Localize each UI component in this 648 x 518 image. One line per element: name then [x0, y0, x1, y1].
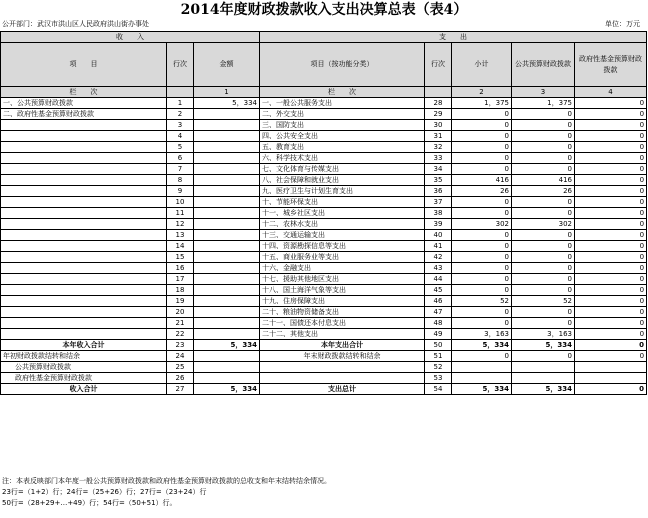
- gov-fund-cell: 0: [575, 153, 647, 164]
- gov-fund-cell: 0: [575, 219, 647, 230]
- table-row: [1, 131, 647, 142]
- income-row-no-cell: 11: [167, 208, 194, 219]
- subtotal-cell: 1，375: [452, 98, 512, 109]
- income-amount-cell: [194, 241, 260, 252]
- expense-item-cell: 十八、国土海洋气象等支出: [260, 285, 425, 296]
- income-amount-cell: [194, 296, 260, 307]
- subtotal-cell: 0: [452, 153, 512, 164]
- expense-row-no-cell: 50: [425, 340, 452, 351]
- income-item-cell: [1, 296, 167, 307]
- income-amount-cell: [194, 263, 260, 274]
- income-amount-cell: 5，334: [194, 98, 260, 109]
- subtotal-cell: 0: [452, 142, 512, 153]
- table-row: [1, 329, 647, 340]
- subtotal-cell: 0: [452, 241, 512, 252]
- general-budget-cell: 0: [512, 307, 575, 318]
- expense-row-no-cell: 48: [425, 318, 452, 329]
- income-amount-cell: [194, 142, 260, 153]
- gov-fund-cell: 0: [575, 384, 647, 395]
- gov-fund-cell: 0: [575, 197, 647, 208]
- gov-fund-cell: 0: [575, 274, 647, 285]
- expense-row-no-cell: 44: [425, 274, 452, 285]
- income-item-cell: [1, 153, 167, 164]
- expense-row-no-cell: 46: [425, 296, 452, 307]
- expense-item-cell: 二十一、国债还本付息支出: [260, 318, 425, 329]
- expense-item-cell: 二十二、其他支出: [260, 329, 425, 340]
- table-row: [1, 120, 647, 131]
- expense-section-header: 支 出: [260, 32, 647, 43]
- general-budget-cell: 0: [512, 142, 575, 153]
- column-header-row: [1, 43, 647, 87]
- general-budget-cell: [512, 373, 575, 384]
- expense-item-cell: 十二、农林水支出: [260, 219, 425, 230]
- income-row-no-cell: 3: [167, 120, 194, 131]
- table-row: [1, 219, 647, 230]
- expense-row-no-cell: 40: [425, 230, 452, 241]
- income-row-no-cell: 8: [167, 175, 194, 186]
- expense-row-no-cell: 47: [425, 307, 452, 318]
- gov-fund-cell: 0: [575, 285, 647, 296]
- subtotal-cell: 0: [452, 274, 512, 285]
- income-item-cell: 年初财政拨款结转和结余: [1, 351, 167, 362]
- subtotal-cell: 416: [452, 175, 512, 186]
- gov-fund-cell: 0: [575, 241, 647, 252]
- expense-item-cell: 六、科学技术支出: [260, 153, 425, 164]
- expense-item-cell: 二十、粮油物资储备支出: [260, 307, 425, 318]
- general-budget-cell: 52: [512, 296, 575, 307]
- general-budget-cell: 1，375: [512, 98, 575, 109]
- subtotal-cell: 0: [452, 131, 512, 142]
- subtotal-cell: 0: [452, 109, 512, 120]
- income-amount-cell: [194, 285, 260, 296]
- table-row: [1, 318, 647, 329]
- general-budget-cell: 0: [512, 230, 575, 241]
- general-budget-cell: 0: [512, 351, 575, 362]
- gov-fund-cell: 0: [575, 109, 647, 120]
- table-row: [1, 241, 647, 252]
- general-budget-cell: 3，163: [512, 329, 575, 340]
- subtotal-cell: 0: [452, 263, 512, 274]
- income-item-header: 项 目: [1, 43, 167, 87]
- expense-row-no-cell: 36: [425, 186, 452, 197]
- income-item-cell: 一、公共预算财政拨款: [1, 98, 167, 109]
- income-row-no-cell: 20: [167, 307, 194, 318]
- income-item-cell: [1, 307, 167, 318]
- general-budget-cell: 0: [512, 208, 575, 219]
- expense-item-cell: 四、公共安全支出: [260, 131, 425, 142]
- expense-row-no-cell: 29: [425, 109, 452, 120]
- subtotal-cell: 0: [452, 252, 512, 263]
- expense-row-no-cell: 38: [425, 208, 452, 219]
- general-budget-cell: 0: [512, 263, 575, 274]
- gov-fund-cell: 0: [575, 318, 647, 329]
- income-item-cell: [1, 120, 167, 131]
- general-budget-cell: 5，334: [512, 384, 575, 395]
- income-row-no-cell: 21: [167, 318, 194, 329]
- gov-fund-cell: 0: [575, 98, 647, 109]
- expense-row-no-cell: 53: [425, 373, 452, 384]
- expense-item-cell: 十、节能环保支出: [260, 197, 425, 208]
- income-row-no-cell: 24: [167, 351, 194, 362]
- expense-item-cell: 十四、资源勘探信息等支出: [260, 241, 425, 252]
- expense-index-label: 栏 次: [260, 87, 425, 98]
- expense-row-no-cell: 49: [425, 329, 452, 340]
- income-row-no-cell: 7: [167, 164, 194, 175]
- expense-row-no-cell: 51: [425, 351, 452, 362]
- subtotal-cell: 302: [452, 219, 512, 230]
- income-item-cell: 政府性基金预算财政拨款: [1, 373, 167, 384]
- expense-row-no-cell: 33: [425, 153, 452, 164]
- table-row: [1, 186, 647, 197]
- expense-item-cell: 八、社会保障和就业支出: [260, 175, 425, 186]
- expense-item-cell: 七、文化体育与传媒支出: [260, 164, 425, 175]
- expense-item-cell: 十五、商业服务业等支出: [260, 252, 425, 263]
- general-budget-cell: [512, 362, 575, 373]
- expense-row-no-header: 行次: [425, 43, 452, 87]
- income-amount-cell: [194, 329, 260, 340]
- expense-row-no-cell: 34: [425, 164, 452, 175]
- subtotal-cell: 52: [452, 296, 512, 307]
- table-row: [1, 285, 647, 296]
- expense-item-cell: 十九、住房保障支出: [260, 296, 425, 307]
- gov-fund-cell: 0: [575, 307, 647, 318]
- column-index-row: [1, 87, 647, 98]
- footnote-line: 注：本表反映部门本年度一般公共预算财政拨款和政府性基金预算财政拨款的总收支和年末结转结余情况。: [2, 477, 331, 485]
- general-budget-cell: 0: [512, 197, 575, 208]
- table-row: [1, 164, 647, 175]
- income-amount-cell: [194, 373, 260, 384]
- expense-row-no-cell: 30: [425, 120, 452, 131]
- income-row-no-cell: 15: [167, 252, 194, 263]
- general-budget-cell: 0: [512, 241, 575, 252]
- income-amount-header: 金额: [194, 43, 260, 87]
- table-row: [1, 351, 647, 362]
- income-item-cell: 二、政府性基金预算财政拨款: [1, 109, 167, 120]
- income-row-no-cell: 22: [167, 329, 194, 340]
- page-title: 2014年度财政拨款收入支出决算总表（表4）: [180, 2, 468, 18]
- subtotal-cell: [452, 362, 512, 373]
- income-amount-cell: [194, 351, 260, 362]
- income-item-cell: [1, 164, 167, 175]
- income-amount-cell: [194, 175, 260, 186]
- expense-row-no-cell: 52: [425, 362, 452, 373]
- gov-fund-cell: 0: [575, 186, 647, 197]
- income-row-no-cell: 14: [167, 241, 194, 252]
- income-item-cell: 本年收入合计: [1, 340, 167, 351]
- gov-fund-cell: 0: [575, 175, 647, 186]
- general-budget-cell: 26: [512, 186, 575, 197]
- table-row: [1, 109, 647, 120]
- income-row-no-cell: 2: [167, 109, 194, 120]
- income-item-cell: [1, 263, 167, 274]
- department-label: 公开部门：武汉市洪山区人民政府洪山街办事处: [2, 20, 149, 28]
- expense-item-cell: 九、医疗卫生与计划生育支出: [260, 186, 425, 197]
- income-amount-cell: 5，334: [194, 384, 260, 395]
- gov-fund-cell: 0: [575, 340, 647, 351]
- income-amount-cell: [194, 208, 260, 219]
- expense-item-cell: 十七、援助其他地区支出: [260, 274, 425, 285]
- table-row: [1, 373, 647, 384]
- footnote-line: 50行=（28+29+…+49）行；54行=（50+51）行。: [2, 499, 177, 507]
- income-row-no-cell: 4: [167, 131, 194, 142]
- income-item-cell: [1, 208, 167, 219]
- subtotal-cell: 0: [452, 351, 512, 362]
- table-row: [1, 208, 647, 219]
- income-amount-cell: [194, 197, 260, 208]
- table-row: [1, 175, 647, 186]
- subtotal-cell: 5，334: [452, 384, 512, 395]
- income-item-cell: 收入合计: [1, 384, 167, 395]
- gov-fund-cell: 0: [575, 252, 647, 263]
- income-row-no-cell: 5: [167, 142, 194, 153]
- footnotes: [2, 476, 331, 509]
- expense-item-cell: [260, 373, 425, 384]
- subtotal-cell: 3，163: [452, 329, 512, 340]
- subtotal-cell: 5，334: [452, 340, 512, 351]
- expense-item-cell: 二、外交支出: [260, 109, 425, 120]
- income-row-no-cell: 17: [167, 274, 194, 285]
- income-item-cell: [1, 274, 167, 285]
- subtotal-cell: 0: [452, 197, 512, 208]
- general-budget-cell: 0: [512, 252, 575, 263]
- income-row-no-cell: 18: [167, 285, 194, 296]
- gov-fund-cell: 0: [575, 263, 647, 274]
- subtotal-cell: 0: [452, 285, 512, 296]
- income-row-no-cell: 16: [167, 263, 194, 274]
- gov-fund-cell: [575, 373, 647, 384]
- income-row-no-header: 行次: [167, 43, 194, 87]
- income-amount-cell: [194, 120, 260, 131]
- subtotal-cell: 0: [452, 318, 512, 329]
- general-budget-cell: 0: [512, 274, 575, 285]
- subtotal-cell: 0: [452, 307, 512, 318]
- expense-row-no-cell: 39: [425, 219, 452, 230]
- expense-row-no-cell: 42: [425, 252, 452, 263]
- gov-fund-cell: 0: [575, 230, 647, 241]
- income-item-cell: [1, 197, 167, 208]
- table-row: [1, 362, 647, 373]
- income-amount-cell: [194, 153, 260, 164]
- gov-fund-cell: 0: [575, 120, 647, 131]
- income-index-label: 栏 次: [1, 87, 167, 98]
- footnote-line: 23行=（1+2）行；24行=（25+26）行；27行=（23+24）行: [2, 488, 207, 496]
- income-item-cell: [1, 241, 167, 252]
- subtotal-cell: 0: [452, 230, 512, 241]
- income-item-cell: [1, 230, 167, 241]
- table-row: [1, 296, 647, 307]
- expense-item-cell: 五、教育支出: [260, 142, 425, 153]
- general-budget-cell: 0: [512, 164, 575, 175]
- gov-fund-cell: 0: [575, 131, 647, 142]
- income-row-no-cell: 9: [167, 186, 194, 197]
- income-row-no-cell: 27: [167, 384, 194, 395]
- income-row-no-cell: 23: [167, 340, 194, 351]
- income-item-cell: [1, 285, 167, 296]
- income-section-header: 收 入: [1, 32, 260, 43]
- income-amount-cell: [194, 318, 260, 329]
- income-row-no-cell: 26: [167, 373, 194, 384]
- income-row-no-cell: 10: [167, 197, 194, 208]
- general-budget-cell: 0: [512, 131, 575, 142]
- general-budget-cell: 0: [512, 318, 575, 329]
- expense-row-no-cell: 35: [425, 175, 452, 186]
- gov-fund-cell: 0: [575, 329, 647, 340]
- expense-row-no-cell: 41: [425, 241, 452, 252]
- table-row: [1, 384, 647, 395]
- general-budget-cell: 0: [512, 109, 575, 120]
- income-item-cell: 公共预算财政拨款: [1, 362, 167, 373]
- income-amount-cell: [194, 252, 260, 263]
- gov-fund-cell: 0: [575, 164, 647, 175]
- general-budget-cell: 0: [512, 285, 575, 296]
- table-row: [1, 153, 647, 164]
- income-item-cell: [1, 186, 167, 197]
- expense-item-header: 项目（按功能分类）: [260, 43, 425, 87]
- income-item-cell: [1, 252, 167, 263]
- expense-index-4: 4: [575, 87, 647, 98]
- expense-index-3: 3: [512, 87, 575, 98]
- income-row-no-cell: 13: [167, 230, 194, 241]
- table-row: [1, 274, 647, 285]
- income-amount-cell: [194, 230, 260, 241]
- table-row: [1, 340, 647, 351]
- table-row: [1, 252, 647, 263]
- income-item-cell: [1, 175, 167, 186]
- expense-item-cell: 年末财政拨款结转和结余: [260, 351, 425, 362]
- income-amount-cell: [194, 307, 260, 318]
- income-amount-cell: [194, 164, 260, 175]
- expense-item-cell: 十六、金融支出: [260, 263, 425, 274]
- expense-index-2: 2: [452, 87, 512, 98]
- income-row-no-cell: 12: [167, 219, 194, 230]
- income-amount-cell: [194, 131, 260, 142]
- table-row: [1, 307, 647, 318]
- income-item-cell: [1, 142, 167, 153]
- expense-item-cell: 三、国防支出: [260, 120, 425, 131]
- income-amount-cell: [194, 219, 260, 230]
- gov-fund-cell: 0: [575, 296, 647, 307]
- expense-row-no-cell: 28: [425, 98, 452, 109]
- table-row: [1, 263, 647, 274]
- general-budget-cell: 416: [512, 175, 575, 186]
- income-amount-cell: 5，334: [194, 340, 260, 351]
- income-item-cell: [1, 131, 167, 142]
- general-budget-header: 公共预算财政拨款: [512, 43, 575, 87]
- expense-row-no-cell: 43: [425, 263, 452, 274]
- income-row-no-cell: 6: [167, 153, 194, 164]
- subtotal-cell: 0: [452, 164, 512, 175]
- expense-item-cell: 一、一般公共服务支出: [260, 98, 425, 109]
- income-row-no-cell: 19: [167, 296, 194, 307]
- expense-row-no-cell: 31: [425, 131, 452, 142]
- unit-label: 单位：万元: [605, 20, 640, 28]
- income-item-cell: [1, 318, 167, 329]
- subtotal-cell: 26: [452, 186, 512, 197]
- general-budget-cell: 0: [512, 120, 575, 131]
- income-item-cell: [1, 329, 167, 340]
- gov-fund-cell: [575, 362, 647, 373]
- gov-fund-header: 政府性基金预算财政拨款: [575, 43, 647, 87]
- income-index-1: 1: [194, 87, 260, 98]
- income-amount-cell: [194, 186, 260, 197]
- subtotal-header: 小计: [452, 43, 512, 87]
- expense-index-blank: [425, 87, 452, 98]
- expense-row-no-cell: 32: [425, 142, 452, 153]
- income-row-no-cell: 25: [167, 362, 194, 373]
- expense-item-cell: 支出总计: [260, 384, 425, 395]
- income-index-blank: [167, 87, 194, 98]
- expense-item-cell: [260, 362, 425, 373]
- budget-summary-table: [0, 31, 647, 395]
- general-budget-cell: 0: [512, 153, 575, 164]
- expense-item-cell: 本年支出合计: [260, 340, 425, 351]
- expense-row-no-cell: 54: [425, 384, 452, 395]
- income-amount-cell: [194, 109, 260, 120]
- subtotal-cell: [452, 373, 512, 384]
- general-budget-cell: 5，334: [512, 340, 575, 351]
- expense-row-no-cell: 45: [425, 285, 452, 296]
- income-row-no-cell: 1: [167, 98, 194, 109]
- expense-item-cell: 十三、交通运输支出: [260, 230, 425, 241]
- general-budget-cell: 302: [512, 219, 575, 230]
- gov-fund-cell: 0: [575, 208, 647, 219]
- income-amount-cell: [194, 274, 260, 285]
- section-header-row: [1, 32, 647, 43]
- subtotal-cell: 0: [452, 120, 512, 131]
- table-row: [1, 197, 647, 208]
- gov-fund-cell: 0: [575, 142, 647, 153]
- table-row: [1, 98, 647, 109]
- expense-item-cell: 十一、城乡社区支出: [260, 208, 425, 219]
- subtotal-cell: 0: [452, 208, 512, 219]
- table-row: [1, 142, 647, 153]
- income-amount-cell: [194, 362, 260, 373]
- income-item-cell: [1, 219, 167, 230]
- gov-fund-cell: 0: [575, 351, 647, 362]
- table-row: [1, 230, 647, 241]
- expense-row-no-cell: 37: [425, 197, 452, 208]
